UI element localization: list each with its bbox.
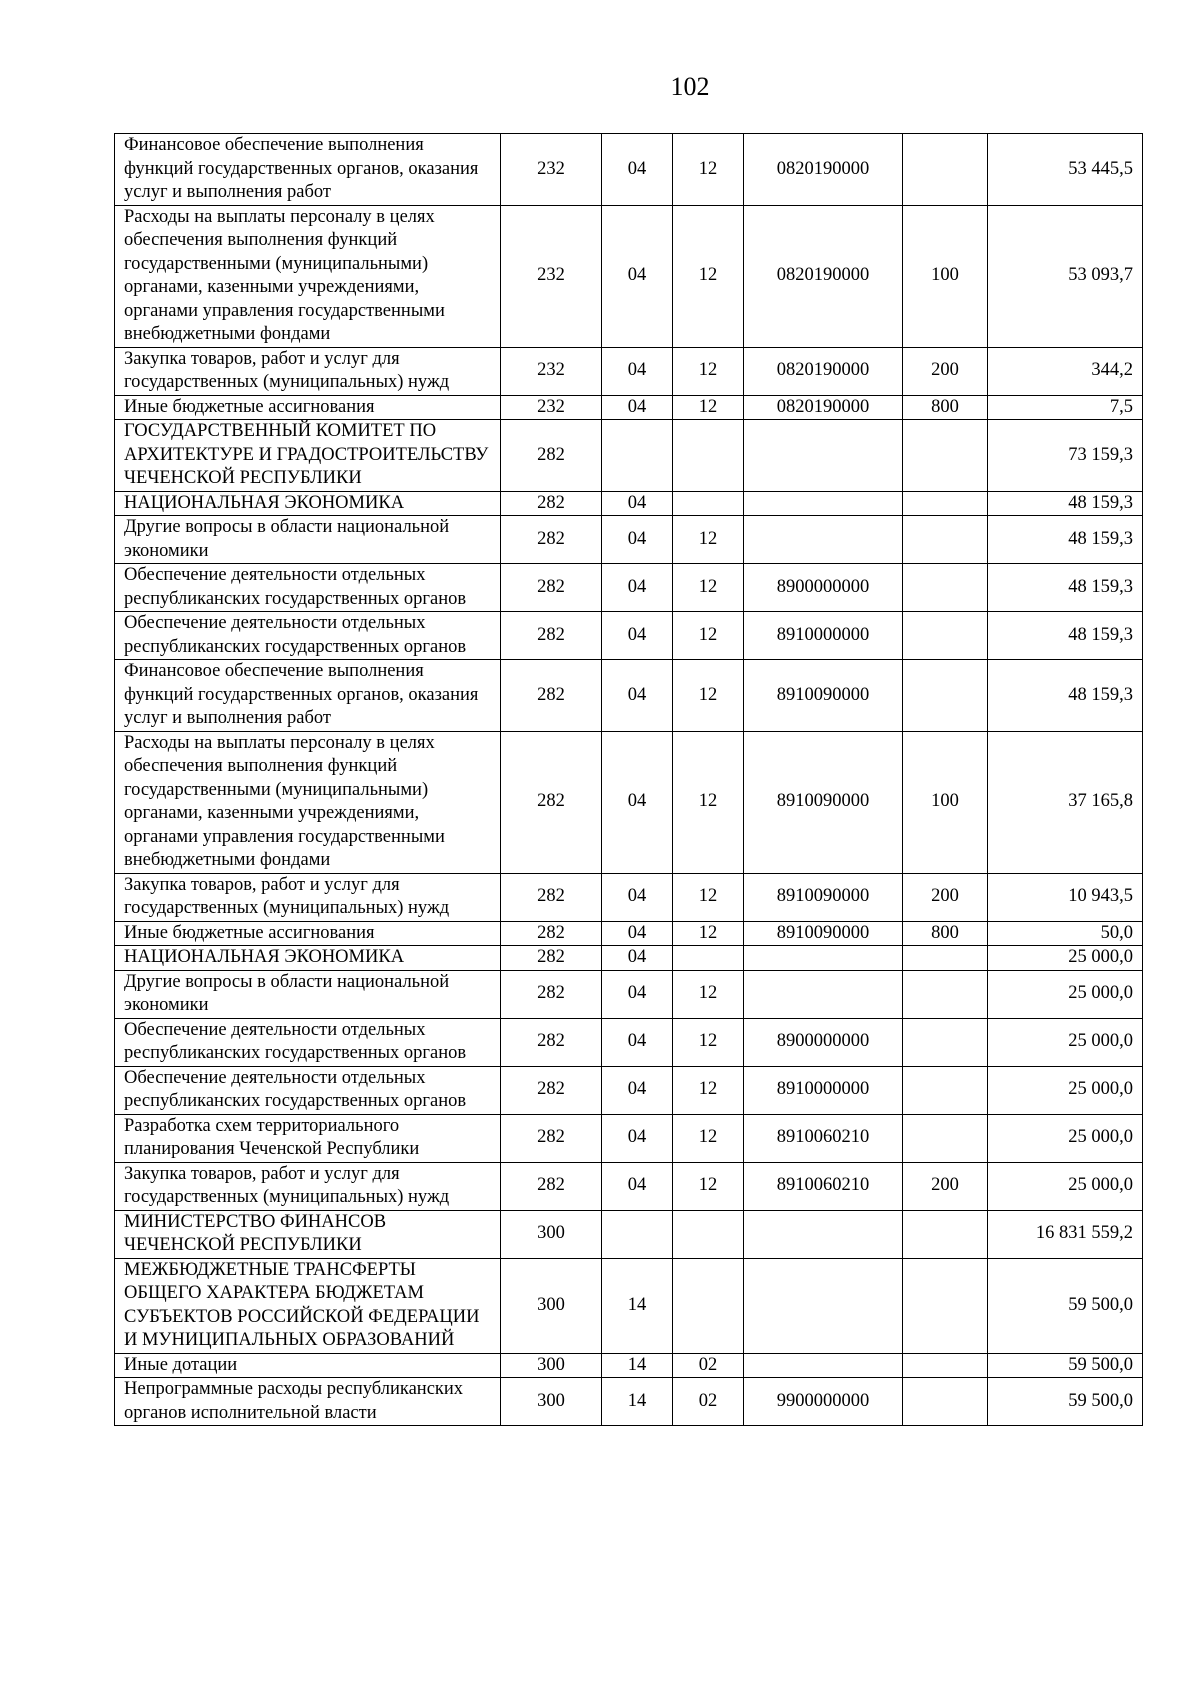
item-name-cell: Обеспечение деятельности отдельных республиканских государственных органов [115, 612, 501, 660]
table-row [115, 612, 1143, 660]
subsection-code-cell: 12 [673, 970, 744, 1018]
table-row [115, 873, 1143, 921]
target-article-code-cell [744, 1258, 903, 1353]
ministry-code-cell: 232 [501, 134, 602, 206]
amount-cell: 25 000,0 [988, 1114, 1143, 1162]
expense-type-code-cell: 200 [903, 873, 988, 921]
section-code-cell: 14 [602, 1378, 673, 1426]
table-row [115, 347, 1143, 395]
table-row [115, 1162, 1143, 1210]
subsection-code-cell: 12 [673, 134, 744, 206]
target-article-code-cell: 8910090000 [744, 921, 903, 946]
subsection-code-cell: 12 [673, 873, 744, 921]
table-row [115, 564, 1143, 612]
table-row [115, 1378, 1143, 1426]
target-article-code-cell: 0820190000 [744, 134, 903, 206]
subsection-code-cell [673, 420, 744, 492]
section-code-cell: 04 [602, 660, 673, 732]
expense-type-code-cell: 800 [903, 921, 988, 946]
item-name-cell: Иные бюджетные ассигнования [115, 395, 501, 420]
target-article-code-cell: 8910090000 [744, 731, 903, 873]
amount-cell: 53 445,5 [988, 134, 1143, 206]
section-code-cell: 04 [602, 1066, 673, 1114]
table-row [115, 1210, 1143, 1258]
table-row [115, 420, 1143, 492]
subsection-code-cell: 12 [673, 564, 744, 612]
subsection-code-cell: 12 [673, 1162, 744, 1210]
target-article-code-cell: 8910060210 [744, 1114, 903, 1162]
ministry-code-cell: 300 [501, 1353, 602, 1378]
subsection-code-cell: 02 [673, 1378, 744, 1426]
target-article-code-cell [744, 946, 903, 971]
subsection-code-cell: 12 [673, 1066, 744, 1114]
subsection-code-cell: 12 [673, 921, 744, 946]
item-name-cell: Расходы на выплаты персоналу в целях обеспечения выполнения функций государственными (муниципальными) органами, казенными учреждениями, органами управления государственными внебюджетными фондами [115, 205, 501, 347]
amount-cell: 48 159,3 [988, 612, 1143, 660]
item-name-cell: Закупка товаров, работ и услуг для государственных (муниципальных) нужд [115, 1162, 501, 1210]
expense-type-code-cell [903, 1258, 988, 1353]
ministry-code-cell: 282 [501, 491, 602, 516]
amount-cell: 25 000,0 [988, 946, 1143, 971]
expense-type-code-cell [903, 491, 988, 516]
item-name-cell: Непрограммные расходы республиканских органов исполнительной власти [115, 1378, 501, 1426]
target-article-code-cell [744, 491, 903, 516]
ministry-code-cell: 232 [501, 205, 602, 347]
expense-type-code-cell [903, 612, 988, 660]
subsection-code-cell: 12 [673, 347, 744, 395]
ministry-code-cell: 282 [501, 1018, 602, 1066]
budget-table [114, 133, 1143, 1426]
section-code-cell [602, 420, 673, 492]
ministry-code-cell: 282 [501, 921, 602, 946]
expense-type-code-cell [903, 134, 988, 206]
amount-cell: 37 165,8 [988, 731, 1143, 873]
target-article-code-cell: 8910090000 [744, 873, 903, 921]
section-code-cell: 04 [602, 873, 673, 921]
table-row [115, 921, 1143, 946]
ministry-code-cell: 282 [501, 516, 602, 564]
target-article-code-cell: 8910090000 [744, 660, 903, 732]
section-code-cell: 04 [602, 564, 673, 612]
expense-type-code-cell [903, 564, 988, 612]
item-name-cell: Обеспечение деятельности отдельных республиканских государственных органов [115, 1066, 501, 1114]
ministry-code-cell: 300 [501, 1258, 602, 1353]
subsection-code-cell: 12 [673, 660, 744, 732]
expense-type-code-cell [903, 1378, 988, 1426]
ministry-code-cell: 282 [501, 660, 602, 732]
expense-type-code-cell [903, 1210, 988, 1258]
expense-type-code-cell [903, 1353, 988, 1378]
item-name-cell: ГОСУДАРСТВЕННЫЙ КОМИТЕТ ПО АРХИТЕКТУРЕ И ГРАДОСТРОИТЕЛЬСТВУ ЧЕЧЕНСКОЙ РЕСПУБЛИКИ [115, 420, 501, 492]
item-name-cell: Обеспечение деятельности отдельных республиканских государственных органов [115, 1018, 501, 1066]
target-article-code-cell [744, 420, 903, 492]
amount-cell: 50,0 [988, 921, 1143, 946]
section-code-cell: 04 [602, 1018, 673, 1066]
amount-cell: 25 000,0 [988, 1162, 1143, 1210]
amount-cell: 48 159,3 [988, 516, 1143, 564]
target-article-code-cell: 9900000000 [744, 1378, 903, 1426]
subsection-code-cell: 12 [673, 612, 744, 660]
amount-cell: 344,2 [988, 347, 1143, 395]
section-code-cell: 14 [602, 1258, 673, 1353]
amount-cell: 48 159,3 [988, 564, 1143, 612]
target-article-code-cell: 0820190000 [744, 347, 903, 395]
item-name-cell: Другие вопросы в области национальной экономики [115, 970, 501, 1018]
table-row [115, 205, 1143, 347]
expense-type-code-cell [903, 1114, 988, 1162]
table-row [115, 491, 1143, 516]
ministry-code-cell: 282 [501, 873, 602, 921]
section-code-cell: 04 [602, 1114, 673, 1162]
amount-cell: 59 500,0 [988, 1258, 1143, 1353]
section-code-cell: 04 [602, 612, 673, 660]
subsection-code-cell: 12 [673, 205, 744, 347]
expense-type-code-cell [903, 970, 988, 1018]
expense-type-code-cell [903, 946, 988, 971]
item-name-cell: Разработка схем территориального планирования Чеченской Республики [115, 1114, 501, 1162]
table-row [115, 1258, 1143, 1353]
subsection-code-cell [673, 946, 744, 971]
item-name-cell: Обеспечение деятельности отдельных республиканских государственных органов [115, 564, 501, 612]
target-article-code-cell: 8910000000 [744, 1066, 903, 1114]
target-article-code-cell: 8910000000 [744, 612, 903, 660]
table-row [115, 1114, 1143, 1162]
target-article-code-cell: 8910060210 [744, 1162, 903, 1210]
section-code-cell: 04 [602, 491, 673, 516]
subsection-code-cell [673, 491, 744, 516]
ministry-code-cell: 282 [501, 970, 602, 1018]
section-code-cell: 04 [602, 134, 673, 206]
ministry-code-cell: 282 [501, 612, 602, 660]
amount-cell: 16 831 559,2 [988, 1210, 1143, 1258]
table-row [115, 1018, 1143, 1066]
expense-type-code-cell: 800 [903, 395, 988, 420]
table-row [115, 731, 1143, 873]
amount-cell: 59 500,0 [988, 1353, 1143, 1378]
item-name-cell: Закупка товаров, работ и услуг для государственных (муниципальных) нужд [115, 347, 501, 395]
ministry-code-cell: 282 [501, 1066, 602, 1114]
table-row [115, 660, 1143, 732]
section-code-cell: 04 [602, 395, 673, 420]
item-name-cell: Закупка товаров, работ и услуг для государственных (муниципальных) нужд [115, 873, 501, 921]
expense-type-code-cell [903, 660, 988, 732]
item-name-cell: МЕЖБЮДЖЕТНЫЕ ТРАНСФЕРТЫ ОБЩЕГО ХАРАКТЕРА БЮДЖЕТАМ СУБЪЕКТОВ РОССИЙСКОЙ ФЕДЕРАЦИИ И МУНИЦИПАЛЬНЫХ ОБРАЗОВАНИЙ [115, 1258, 501, 1353]
ministry-code-cell: 282 [501, 564, 602, 612]
subsection-code-cell: 02 [673, 1353, 744, 1378]
section-code-cell: 04 [602, 205, 673, 347]
table-row [115, 516, 1143, 564]
target-article-code-cell [744, 970, 903, 1018]
section-code-cell [602, 1210, 673, 1258]
item-name-cell: Финансовое обеспечение выполнения функций государственных органов, оказания услуг и выполнения работ [115, 660, 501, 732]
item-name-cell: Иные дотации [115, 1353, 501, 1378]
section-code-cell: 04 [602, 946, 673, 971]
target-article-code-cell: 8900000000 [744, 1018, 903, 1066]
ministry-code-cell: 300 [501, 1210, 602, 1258]
item-name-cell: Финансовое обеспечение выполнения функций государственных органов, оказания услуг и выполнения работ [115, 134, 501, 206]
target-article-code-cell: 8900000000 [744, 564, 903, 612]
item-name-cell: Расходы на выплаты персоналу в целях обеспечения выполнения функций государственными (муниципальными) органами, казенными учреждениями, органами управления государственными внебюджетными фондами [115, 731, 501, 873]
expense-type-code-cell [903, 1066, 988, 1114]
amount-cell: 10 943,5 [988, 873, 1143, 921]
section-code-cell: 04 [602, 970, 673, 1018]
subsection-code-cell: 12 [673, 395, 744, 420]
page-number: 102 [670, 72, 710, 101]
subsection-code-cell [673, 1258, 744, 1353]
ministry-code-cell: 300 [501, 1378, 602, 1426]
ministry-code-cell: 282 [501, 731, 602, 873]
item-name-cell: МИНИСТЕРСТВО ФИНАНСОВ ЧЕЧЕНСКОЙ РЕСПУБЛИКИ [115, 1210, 501, 1258]
item-name-cell: НАЦИОНАЛЬНАЯ ЭКОНОМИКА [115, 946, 501, 971]
table-row [115, 970, 1143, 1018]
amount-cell: 25 000,0 [988, 1018, 1143, 1066]
subsection-code-cell: 12 [673, 1114, 744, 1162]
section-code-cell: 04 [602, 921, 673, 946]
target-article-code-cell: 0820190000 [744, 395, 903, 420]
expense-type-code-cell: 100 [903, 205, 988, 347]
ministry-code-cell: 232 [501, 395, 602, 420]
subsection-code-cell: 12 [673, 1018, 744, 1066]
ministry-code-cell: 282 [501, 420, 602, 492]
expense-type-code-cell [903, 1018, 988, 1066]
amount-cell: 7,5 [988, 395, 1143, 420]
subsection-code-cell: 12 [673, 731, 744, 873]
subsection-code-cell [673, 1210, 744, 1258]
ministry-code-cell: 282 [501, 946, 602, 971]
expense-type-code-cell [903, 516, 988, 564]
amount-cell: 53 093,7 [988, 205, 1143, 347]
target-article-code-cell [744, 1210, 903, 1258]
table-row [115, 395, 1143, 420]
ministry-code-cell: 282 [501, 1162, 602, 1210]
amount-cell: 48 159,3 [988, 660, 1143, 732]
amount-cell: 25 000,0 [988, 970, 1143, 1018]
amount-cell: 48 159,3 [988, 491, 1143, 516]
amount-cell: 59 500,0 [988, 1378, 1143, 1426]
ministry-code-cell: 232 [501, 347, 602, 395]
target-article-code-cell [744, 516, 903, 564]
section-code-cell: 04 [602, 731, 673, 873]
item-name-cell: Другие вопросы в области национальной экономики [115, 516, 501, 564]
table-row [115, 134, 1143, 206]
table-row [115, 946, 1143, 971]
section-code-cell: 14 [602, 1353, 673, 1378]
expense-type-code-cell: 100 [903, 731, 988, 873]
item-name-cell: НАЦИОНАЛЬНАЯ ЭКОНОМИКА [115, 491, 501, 516]
item-name-cell: Иные бюджетные ассигнования [115, 921, 501, 946]
table-row [115, 1066, 1143, 1114]
table-row [115, 1353, 1143, 1378]
expense-type-code-cell [903, 420, 988, 492]
amount-cell: 73 159,3 [988, 420, 1143, 492]
target-article-code-cell [744, 1353, 903, 1378]
target-article-code-cell: 0820190000 [744, 205, 903, 347]
section-code-cell: 04 [602, 1162, 673, 1210]
section-code-cell: 04 [602, 347, 673, 395]
section-code-cell: 04 [602, 516, 673, 564]
ministry-code-cell: 282 [501, 1114, 602, 1162]
subsection-code-cell: 12 [673, 516, 744, 564]
amount-cell: 25 000,0 [988, 1066, 1143, 1114]
expense-type-code-cell: 200 [903, 347, 988, 395]
expense-type-code-cell: 200 [903, 1162, 988, 1210]
